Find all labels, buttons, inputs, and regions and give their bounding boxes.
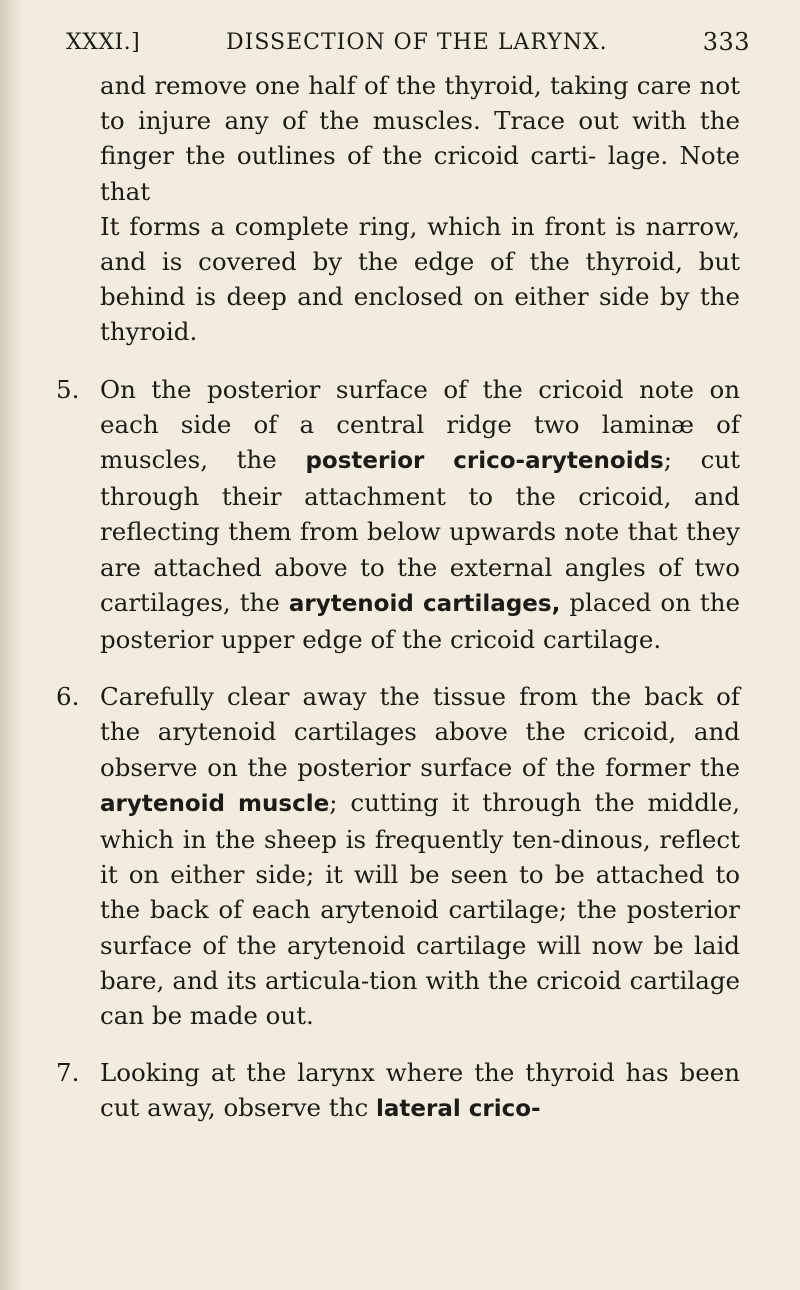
list-item xyxy=(56,1055,740,1127)
item-text-part: Looking at the larynx where the thyroid has been cut away, observe thc xyxy=(100,1058,740,1123)
page-number: 333 xyxy=(702,28,750,56)
item-number: 7. xyxy=(56,1058,80,1088)
intro-line: lage. Note that xyxy=(100,141,740,206)
running-header xyxy=(66,30,750,60)
item-text xyxy=(100,372,740,658)
item-number: 5. xyxy=(56,374,80,404)
intro-paragraph xyxy=(100,68,740,209)
item-text-part: ; cutting it through the middle, which in the sheep is frequently ten-dinous, reflect it on either side; it will be seen to be attached to the back of each arytenoid cartilage; the posterior surface of the arytenoid cartilage will now be laid bare, and its articula-tion with the cricoid cartilage can be made out. xyxy=(100,787,740,1031)
item-number: 6. xyxy=(56,682,80,712)
book-spine-shadow xyxy=(0,0,22,1290)
note-line: It forms a complete ring, which in front is xyxy=(100,211,636,241)
item-text-part: ; cut through their attachment to the cricoid, and reflecting them from below upwards note that they are attached above to the external angles of two cartilages, the xyxy=(100,445,740,617)
page-title: DISSECTION OF THE LARYNX. xyxy=(226,30,608,55)
note-line: narrow, and is covered by the edge of the xyxy=(100,211,740,277)
term-posterior-crico-arytenoids: posterior crico-arytenoids xyxy=(305,448,664,475)
intro-line: with the finger the outlines of the cricoid carti- xyxy=(100,106,740,171)
item-text-part: placed on the posterior upper edge of the cricoid cartilage. xyxy=(100,587,740,655)
item-text-part: Carefully clear away the tissue from the back of the arytenoid cartilages above the cricoid, and observe on the posterior surface of the former the xyxy=(100,682,740,782)
list-item xyxy=(56,372,740,658)
note-line: thyroid, but behind is deep and enclosed on xyxy=(100,247,740,312)
item-text xyxy=(100,679,740,1033)
item-text-part: On the posterior surface of the cricoid note on each side of a central ridge two laminæ of muscles, the xyxy=(100,374,740,475)
list-item xyxy=(56,679,740,1033)
item-text xyxy=(100,1055,740,1127)
intro-line: and remove one half of the thyroid, taking care xyxy=(100,71,692,100)
page-body xyxy=(56,68,740,1128)
note-paragraph xyxy=(100,209,740,350)
intro-line: not to injure any of the muscles. Trace out xyxy=(100,71,740,136)
term-arytenoid-muscle: arytenoid muscle xyxy=(100,790,330,817)
note-line: either side by the thyroid. xyxy=(100,282,740,347)
term-arytenoid-cartilages: arytenoid cartilages, xyxy=(288,590,561,617)
term-lateral-crico: lateral crico- xyxy=(375,1096,541,1123)
chapter-number: XXXI.] xyxy=(66,30,141,55)
